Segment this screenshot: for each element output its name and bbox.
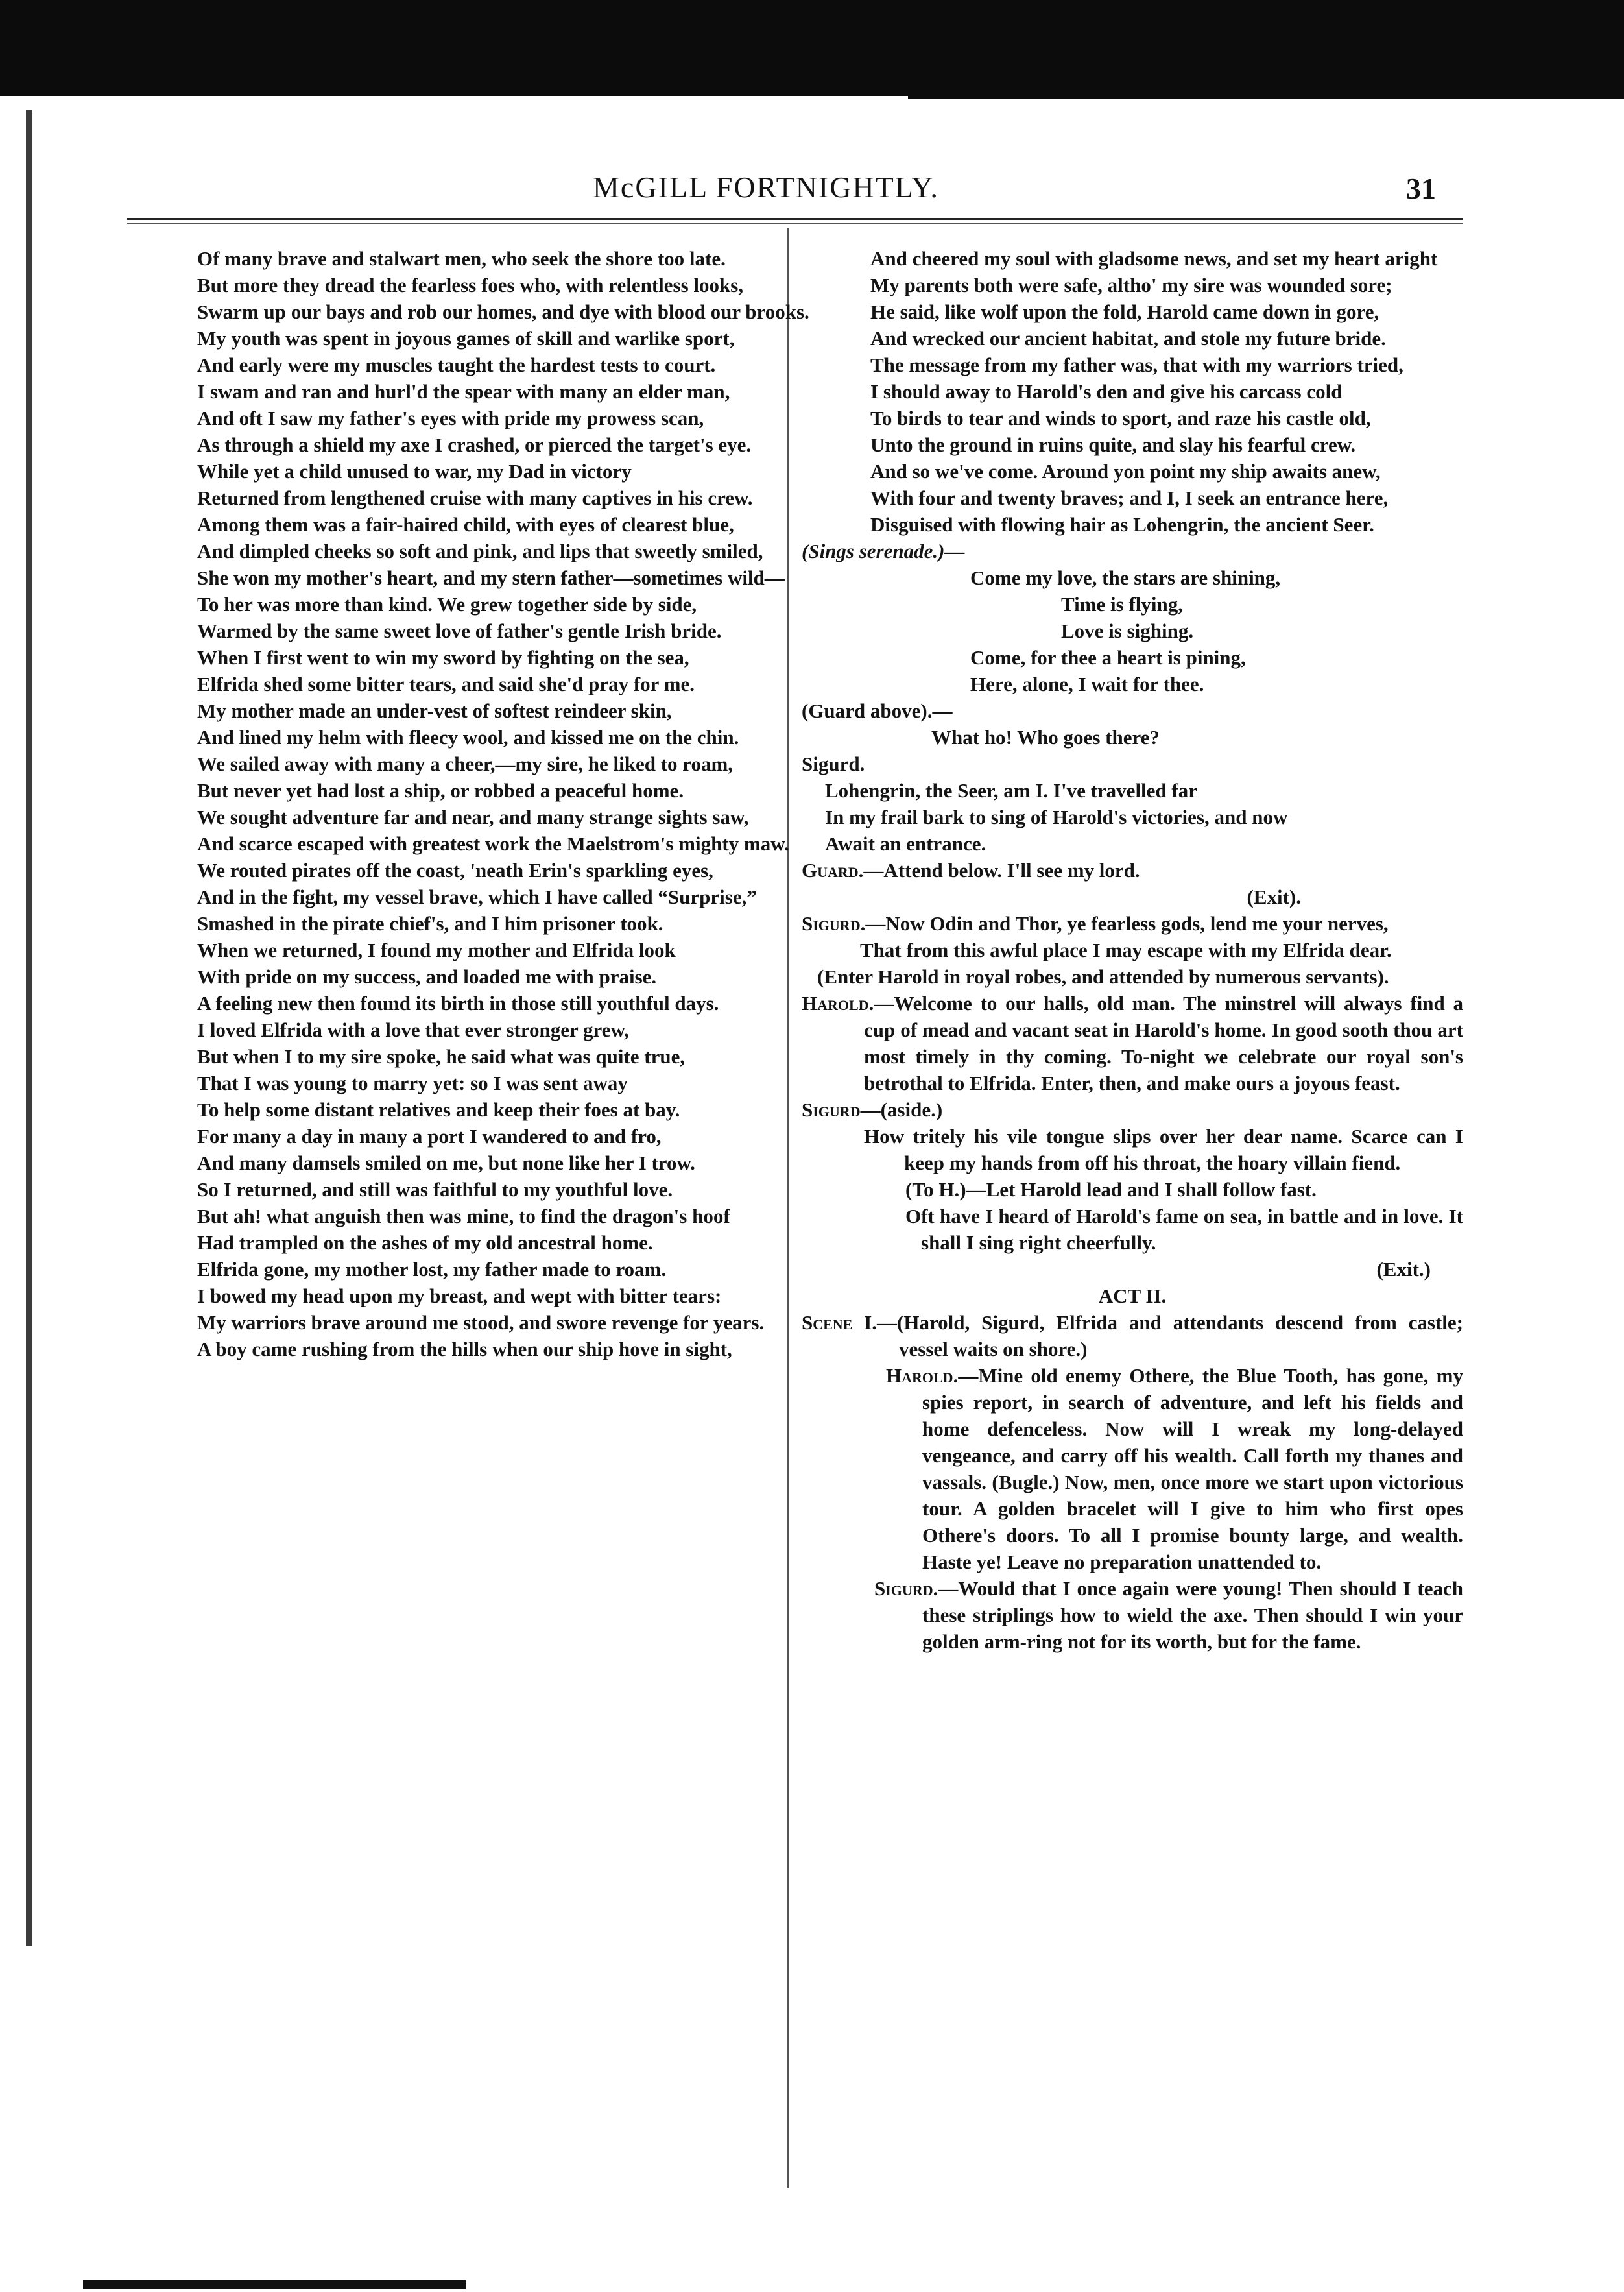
verse-line: Returned from lengthened cruise with many captives in his crew.	[197, 487, 753, 509]
verse-line: And early were my muscles taught the hardest tests to court.	[197, 354, 716, 376]
verse-line: And lined my helm with fleecy wool, and kissed me on the chin.	[197, 726, 739, 749]
sigurd-speaker-2: Sigurd.	[802, 912, 866, 935]
verse-line: Among them was a fair-haired child, with eyes of clearest blue,	[197, 513, 734, 536]
aside-direction: —(aside.)	[860, 1098, 943, 1121]
scan-top-band	[0, 0, 1624, 96]
scan-binding-edge	[26, 110, 32, 1946]
verse-line: She won my mother's heart, and my stern father—sometimes wild—	[197, 566, 785, 589]
guard-above: (Guard above).—	[802, 699, 953, 722]
verse-line: And in the fight, my vessel brave, which I have called “Surprise,”	[197, 886, 757, 908]
journal-title: McGILL FORTNIGHTLY.	[593, 171, 940, 204]
verse-line: And scarce escaped with greatest work the Maelstrom's mighty maw.	[197, 832, 789, 855]
serenade-line: Come, for thee a heart is pining,	[970, 646, 1246, 669]
verse-line: My parents both were safe, altho' my sire was wounded sore;	[870, 274, 1392, 296]
sigurd-speaker-4: Sigurd.	[874, 1577, 938, 1600]
verse-line: A boy came rushing from the hills when our ship hove in sight,	[197, 1338, 732, 1360]
scene-text: I.—(Harold, Sigurd, Elfrida and attendants descend from castle; vessel waits on shore.)	[852, 1311, 1463, 1360]
sigurd-aside-label	[802, 1096, 1463, 1123]
verse-line: And cheered my soul with gladsome news, and set my heart aright	[870, 247, 1438, 270]
verse-line: So I returned, and still was faithful to my youthful love.	[197, 1178, 673, 1201]
act-heading: ACT II.	[1098, 1285, 1167, 1307]
verse-line: The message from my father was, that with my warriors tried,	[870, 354, 1403, 376]
verse-line: I bowed my head upon my breast, and wept with bitter tears:	[197, 1285, 722, 1307]
sigurd-final-line	[874, 1575, 1463, 1655]
verse-line: My warriors brave around me stood, and swore revenge for years.	[197, 1311, 765, 1334]
header-rule	[127, 218, 1463, 220]
sigurd-prayer-line	[802, 910, 1463, 937]
harold-speaker-2: Harold.	[886, 1364, 959, 1387]
verse-line: But ah! what anguish then was mine, to find the dragon's hoof	[197, 1205, 730, 1227]
guard-reply: —Attend below. I'll see my lord.	[863, 859, 1140, 882]
enter-harold-direction: (Enter Harold in royal robes, and attended by numerous servants).	[817, 965, 1389, 988]
harold-welcome: —Welcome to our halls, old man. The minstrel will always find a cup of mead and vacant seat in Harold's home. In good sooth thou art most timely in thy coming. To-night we celebrate our royal son's betrothal to Elfrida. Enter, then, and make ours a joyous feast.	[864, 992, 1463, 1094]
sigurd-prayer: —Now Odin and Thor, ye fearless gods, lend me your nerves,	[865, 912, 1389, 935]
verse-line: That I was young to marry yet: so I was sent away	[197, 1072, 628, 1094]
sigurd-speaker-3: Sigurd	[802, 1098, 861, 1121]
verse-line: With pride on my success, and loaded me with praise.	[197, 965, 657, 988]
guard-line: What ho! Who goes there?	[931, 726, 1160, 749]
running-head	[0, 170, 1624, 209]
verse-line: We sailed away with many a cheer,—my sire, he liked to roam,	[197, 753, 734, 775]
guard-speaker: Guard.	[802, 859, 864, 882]
verse-line: Swarm up our bays and rob our homes, and dye with blood our brooks.	[197, 300, 809, 323]
sigurd-final: —Would that I once again were young! Then should I teach these striplings how to wield the axe. Then should I win your golden arm-ring not for its worth, but for the fame.	[922, 1577, 1463, 1653]
verse-line: To her was more than kind. We grew together side by side,	[197, 593, 697, 616]
harold-speech-line	[886, 1362, 1463, 1575]
verse-line: My mother made an under-vest of softest reindeer skin,	[197, 699, 672, 722]
right-column	[802, 245, 1463, 1655]
verse-line: When we returned, I found my mother and Elfrida look	[197, 939, 676, 961]
verse-line: But when I to my sire spoke, he said what was quite true,	[197, 1045, 686, 1068]
verse-line: Elfrida shed some bitter tears, and said she'd pray for me.	[197, 673, 695, 695]
verse-line: But more they dread the fearless foes who, with relentless looks,	[197, 274, 744, 296]
verse-line: And many damsels smiled on me, but none like her I trow.	[197, 1152, 695, 1174]
guard-reply-line	[802, 857, 1463, 884]
serenade-line: Come my love, the stars are shining,	[970, 566, 1281, 589]
exit-direction-2: (Exit.)	[1376, 1258, 1431, 1281]
oft-have-line: Oft have I heard of Harold's fame on sea, in battle and in love. It shall I sing right cheerfully.	[905, 1205, 1463, 1254]
serenade-line: Time is flying,	[1061, 593, 1184, 616]
verse-line: To birds to tear and winds to sport, and raze his castle old,	[870, 407, 1371, 429]
verse-line: My youth was spent in joyous games of skill and warlike sport,	[197, 327, 735, 350]
sigurd-label: Sigurd.	[802, 753, 865, 775]
scene-label: Scene	[802, 1311, 853, 1334]
harold-speech: —Mine old enemy Othere, the Blue Tooth, has gone, my spies report, in search of adventure, and left his fields and home defenceless. Now will I wreak my long-delayed vengeance, and carry off his wealth. Call forth my thanes and vassals. (Bugle.) Now, men, once more we start upon victorious tour. A golden bracelet will I give to him who first opes Othere's doors. To all I promise bounty large, and wealth. Haste ye! Leave no preparation unattended to.	[922, 1364, 1463, 1573]
verse-line: Smashed in the pirate chief's, and I him prisoner took.	[197, 912, 663, 935]
verse-line: And wrecked our ancient habitat, and stole my future bride.	[870, 327, 1386, 350]
sigurd-line: In my frail bark to sing of Harold's victories, and now	[825, 806, 1288, 828]
to-harold-line: (To H.)—Let Harold lead and I shall follow fast.	[905, 1178, 1317, 1201]
sigurd-prayer-2: That from this awful place I may escape with my Elfrida dear.	[860, 939, 1392, 961]
verse-line: Disguised with flowing hair as Lohengrin, the ancient Seer.	[870, 513, 1374, 536]
serenade-line: Here, alone, I wait for thee.	[970, 673, 1204, 695]
verse-line: Had trampled on the ashes of my old ancestral home.	[197, 1231, 653, 1254]
verse-line: And oft I saw my father's eyes with pride my prowess scan,	[197, 407, 704, 429]
verse-line: But never yet had lost a ship, or robbed a peaceful home.	[197, 779, 684, 802]
verse-line: While yet a child unused to war, my Dad in victory	[197, 460, 632, 483]
verse-line: With four and twenty braves; and I, I seek an entrance here,	[870, 487, 1389, 509]
verse-line: Warmed by the same sweet love of father's gentle Irish bride.	[197, 620, 722, 642]
verse-line: When I first went to win my sword by fighting on the sea,	[197, 646, 689, 669]
verse-line: I swam and ran and hurl'd the spear with many an elder man,	[197, 380, 730, 403]
harold-speaker: Harold.	[802, 992, 874, 1015]
serenade-line: Love is sighing.	[1061, 620, 1194, 642]
scene-line	[802, 1309, 1463, 1362]
verse-line: For many a day in many a port I wandered to and fro,	[197, 1125, 662, 1148]
sigurd-line: Lohengrin, the Seer, am I. I've travelled far	[825, 779, 1197, 802]
page-number: 31	[1406, 172, 1436, 205]
harold-welcome-line	[802, 990, 1463, 1096]
verse-line: As through a shield my axe I crashed, or pierced the target's eye.	[197, 433, 752, 456]
verse-line: Of many brave and stalwart men, who seek the shore too late.	[197, 247, 726, 270]
exit-direction-1: (Exit).	[1247, 886, 1301, 908]
verse-line: We sought adventure far and near, and many strange sights saw,	[197, 806, 749, 828]
verse-line: I should away to Harold's den and give his carcass cold	[870, 380, 1343, 403]
sigurd-aside: How tritely his vile tongue slips over her dear name. Scarce can I keep my hands from off his throat, the hoary villain fiend.	[864, 1125, 1463, 1174]
verse-line: I loved Elfrida with a love that ever stronger grew,	[197, 1019, 629, 1041]
scan-top-band-edge	[908, 91, 1624, 99]
sigurd-line: Await an entrance.	[825, 832, 986, 855]
verse-line: He said, like wolf upon the fold, Harold came down in gore,	[870, 300, 1379, 323]
verse-line: Unto the ground in ruins quite, and slay his fearful crew.	[870, 433, 1356, 456]
scan-bottom-mark	[83, 2280, 466, 2289]
verse-line: A feeling new then found its birth in those still youthful days.	[197, 992, 719, 1015]
left-column	[197, 245, 846, 1362]
verse-line: And so we've come. Around yon point my ship awaits anew,	[870, 460, 1381, 483]
header-rule-thin	[127, 223, 1463, 224]
verse-line: We routed pirates off the coast, 'neath Erin's sparkling eyes,	[197, 859, 713, 882]
verse-line: And dimpled cheeks so soft and pink, and lips that sweetly smiled,	[197, 540, 763, 562]
verse-line: Elfrida gone, my mother lost, my father made to roam.	[197, 1258, 667, 1281]
verse-line: To help some distant relatives and keep their foes at bay.	[197, 1098, 680, 1121]
serenade-direction: (Sings serenade.)—	[802, 540, 965, 562]
